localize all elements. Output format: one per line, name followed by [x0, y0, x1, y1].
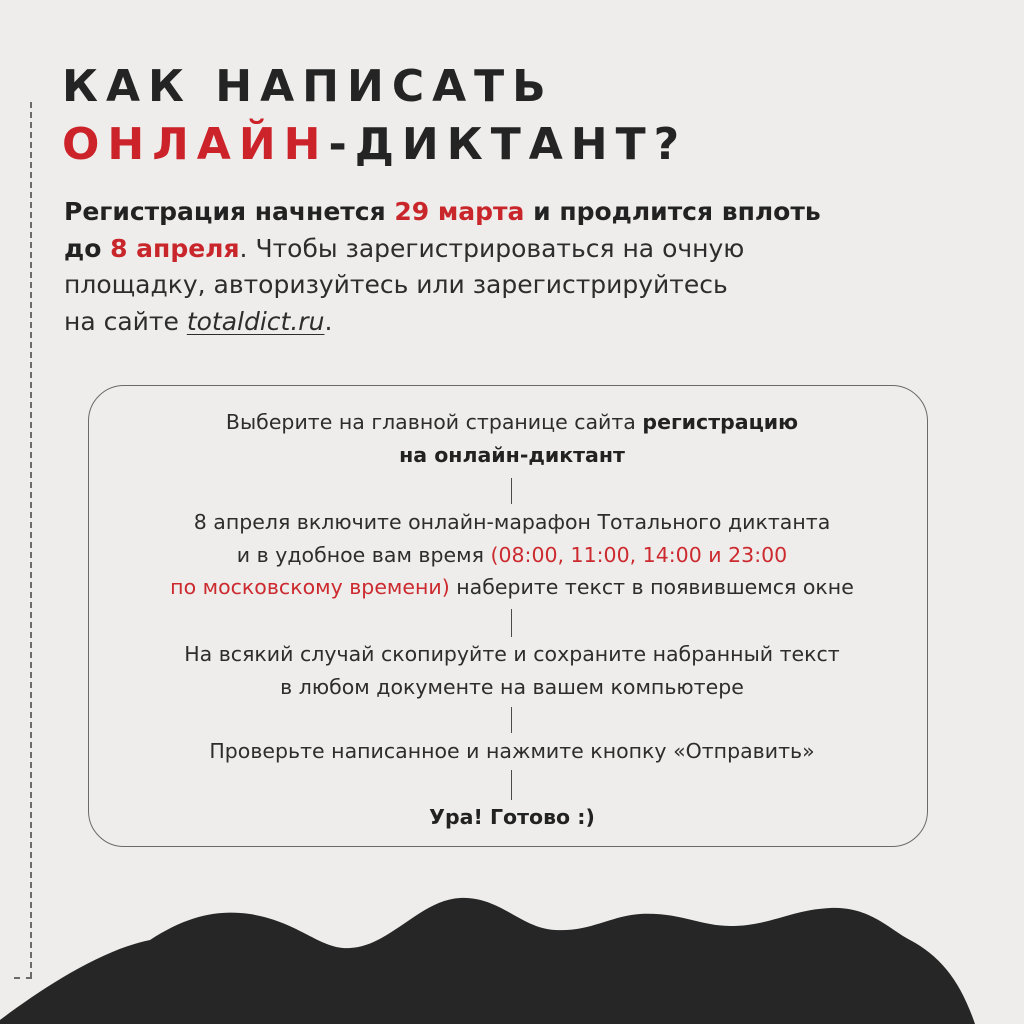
step-connector	[511, 770, 512, 800]
dashed-guide-line	[30, 102, 32, 978]
step-5	[88, 801, 936, 834]
intro-text-7: .	[324, 306, 333, 336]
title-highlight: ОНЛАЙН	[62, 119, 329, 170]
step-3-line-2: в любом документе на вашем компьютере	[280, 674, 744, 699]
intro-text-2: и продлится вплоть	[524, 197, 821, 226]
step-connector	[511, 609, 512, 637]
site-link[interactable]: totaldict.ru	[186, 306, 325, 336]
page-title	[62, 58, 687, 174]
intro-text-5: площадку, авторизуйтесь или зарегистрируйтесь	[64, 270, 728, 299]
step-3	[88, 638, 936, 703]
intro-paragraph	[64, 194, 884, 340]
decorative-waves	[0, 880, 1024, 1024]
step-4	[88, 735, 936, 768]
intro-text-6: на сайте	[64, 306, 187, 336]
step-2	[88, 506, 936, 604]
step-1-bold-2: на онлайн-диктант	[399, 442, 625, 467]
step-2-line-3: наберите текст в появившемся окне	[449, 575, 854, 599]
step-5-text: Ура! Готово :)	[429, 805, 595, 829]
step-1-text: Выберите на главной странице сайта	[225, 410, 643, 434]
title-line-2-rest: -ДИКТАНТ?	[328, 119, 688, 170]
title-line-1: КАК НАПИСАТЬ	[62, 61, 554, 112]
wave-shape	[0, 898, 975, 1024]
step-1	[88, 406, 936, 471]
step-2-line-1: 8 апреля включите онлайн-марафон Тотального диктанта	[193, 510, 831, 534]
step-3-line-1: На всякий случай скопируйте и сохраните набранный текст	[184, 642, 840, 666]
step-4-text: Проверьте написанное и нажмите кнопку «Отправить»	[209, 739, 815, 763]
step-2-times: (08:00, 11:00, 14:00 и 23:00	[490, 542, 788, 567]
intro-text-1: Регистрация начнется	[64, 197, 395, 226]
step-1-bold-1: регистрацию	[642, 410, 799, 434]
step-2-line-2: и в удобное вам время	[236, 542, 491, 567]
step-2-timezone: по московскому времени)	[170, 575, 450, 599]
intro-text-4: . Чтобы зарегистрироваться на очную	[239, 233, 745, 263]
registration-start-date: 29 марта	[394, 197, 525, 226]
registration-end-date: 8 апреля	[110, 233, 240, 263]
step-connector	[511, 478, 512, 504]
step-connector	[511, 707, 512, 733]
intro-text-3: до	[64, 233, 111, 263]
